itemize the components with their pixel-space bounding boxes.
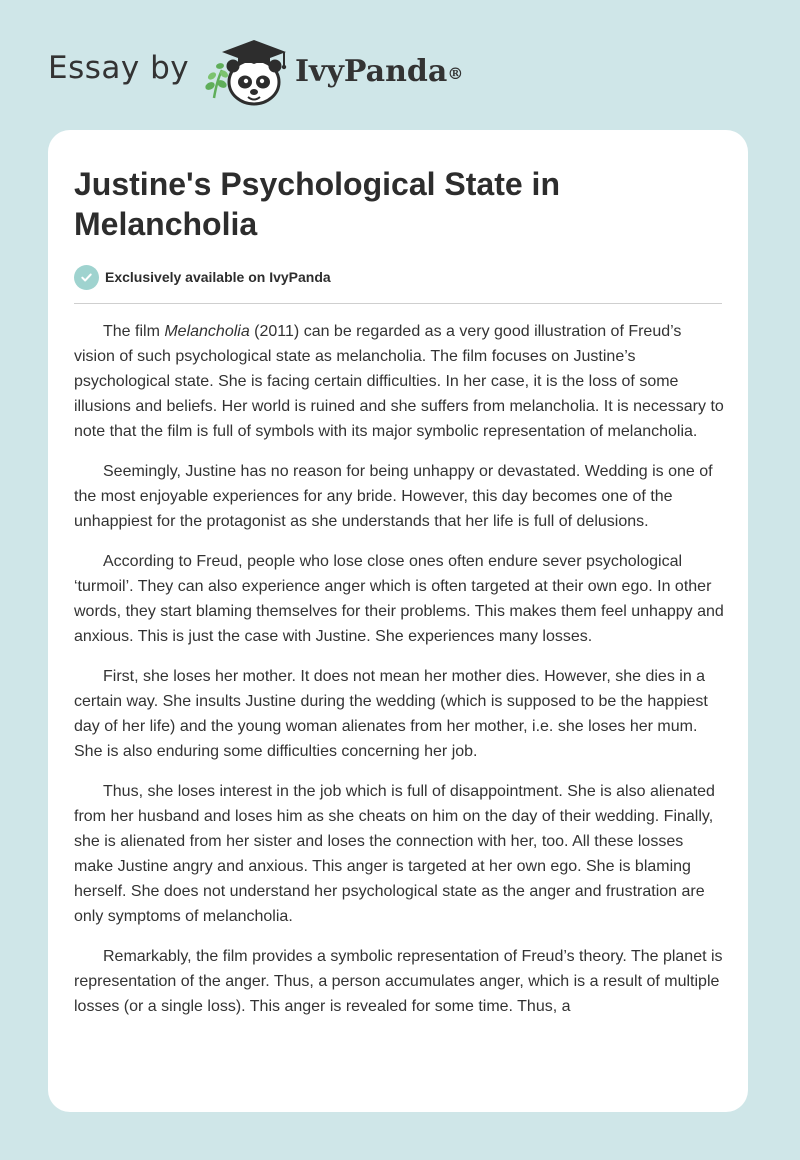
paragraph: Seemingly, Justine has no reason for being unhappy or devastated. Wedding is one of the most enjoyable experiences for any bride. However, this day becomes one of the unhappiest for the protagonist as she understands that her life is full of delusions. <box>74 463 713 530</box>
paragraph: Thus, she loses interest in the job which is full of disappointment. She is also alienated from her husband and loses him as she cheats on him on the day of their wedding. Finally, she is alienated from her sister and loses the connection with her, too. All these losses make Justine angry and anxious. This anger is targeted at her own ego. She is blaming herself. She does not understand her psychological state as the anger and frustration are only symptoms of melancholia. <box>74 783 715 925</box>
essay-card <box>48 130 748 1112</box>
brand-name-text: IvyPanda <box>295 54 448 89</box>
essay-body <box>74 319 724 1034</box>
paragraph: First, she loses her mother. It does not mean her mother dies. However, she dies in a certain way. She insults Justine during the wedding (which is supposed to be the happiest day of her life) and the young woman alienates from her mother, i.e. she loses her mum. She is also enduring some difficulties concerning her job. <box>74 668 708 760</box>
panda-graduate-logo-icon[interactable] <box>200 36 290 110</box>
paragraph-text: The film <box>103 323 165 340</box>
essay-title: Justine's Psychological State in Melancholia <box>74 166 560 242</box>
exclusive-badge <box>74 264 331 290</box>
site-header <box>0 0 800 120</box>
paragraph: Remarkably, the film provides a symbolic representation of Freud’s theory. The planet is representation of the anger. Thus, a person accumulates anger, which is a result of multiple losses (or a single loss). This anger is revealed for some time. Thus, a <box>74 948 723 1015</box>
essay-by-label: Essay by <box>48 50 190 86</box>
exclusive-badge-text: Exclusively available on IvyPanda <box>105 269 331 285</box>
leaf-sprig-icon <box>204 63 229 98</box>
check-circle-icon <box>74 265 99 290</box>
paragraph <box>74 319 724 444</box>
registered-mark: ® <box>447 64 464 83</box>
paragraph: According to Freud, people who lose close ones often endure sever psychological ‘turmoil’. They can also experience anger which is often targeted at their own ego. In other words, they start blaming themselves for their problems. This makes them feel unhappy and anxious. This is just the case with Justine. She experiences many losses. <box>74 553 724 645</box>
title-divider <box>74 303 722 304</box>
paragraph-text: (2011) can be regarded as a very good illustration of Freud’s vision of such psychological state as melancholia. The film focuses on Justine’s psychological state. She is facing certain difficulties. In her case, it is the loss of some illusions and beliefs. Her world is ruined and she suffers from melancholia. It is necessary to note that the film is full of symbols with its major symbolic representation of melancholia. <box>74 323 724 440</box>
brand-name[interactable] <box>295 52 463 92</box>
film-title-emphasis: Melancholia <box>164 323 250 340</box>
